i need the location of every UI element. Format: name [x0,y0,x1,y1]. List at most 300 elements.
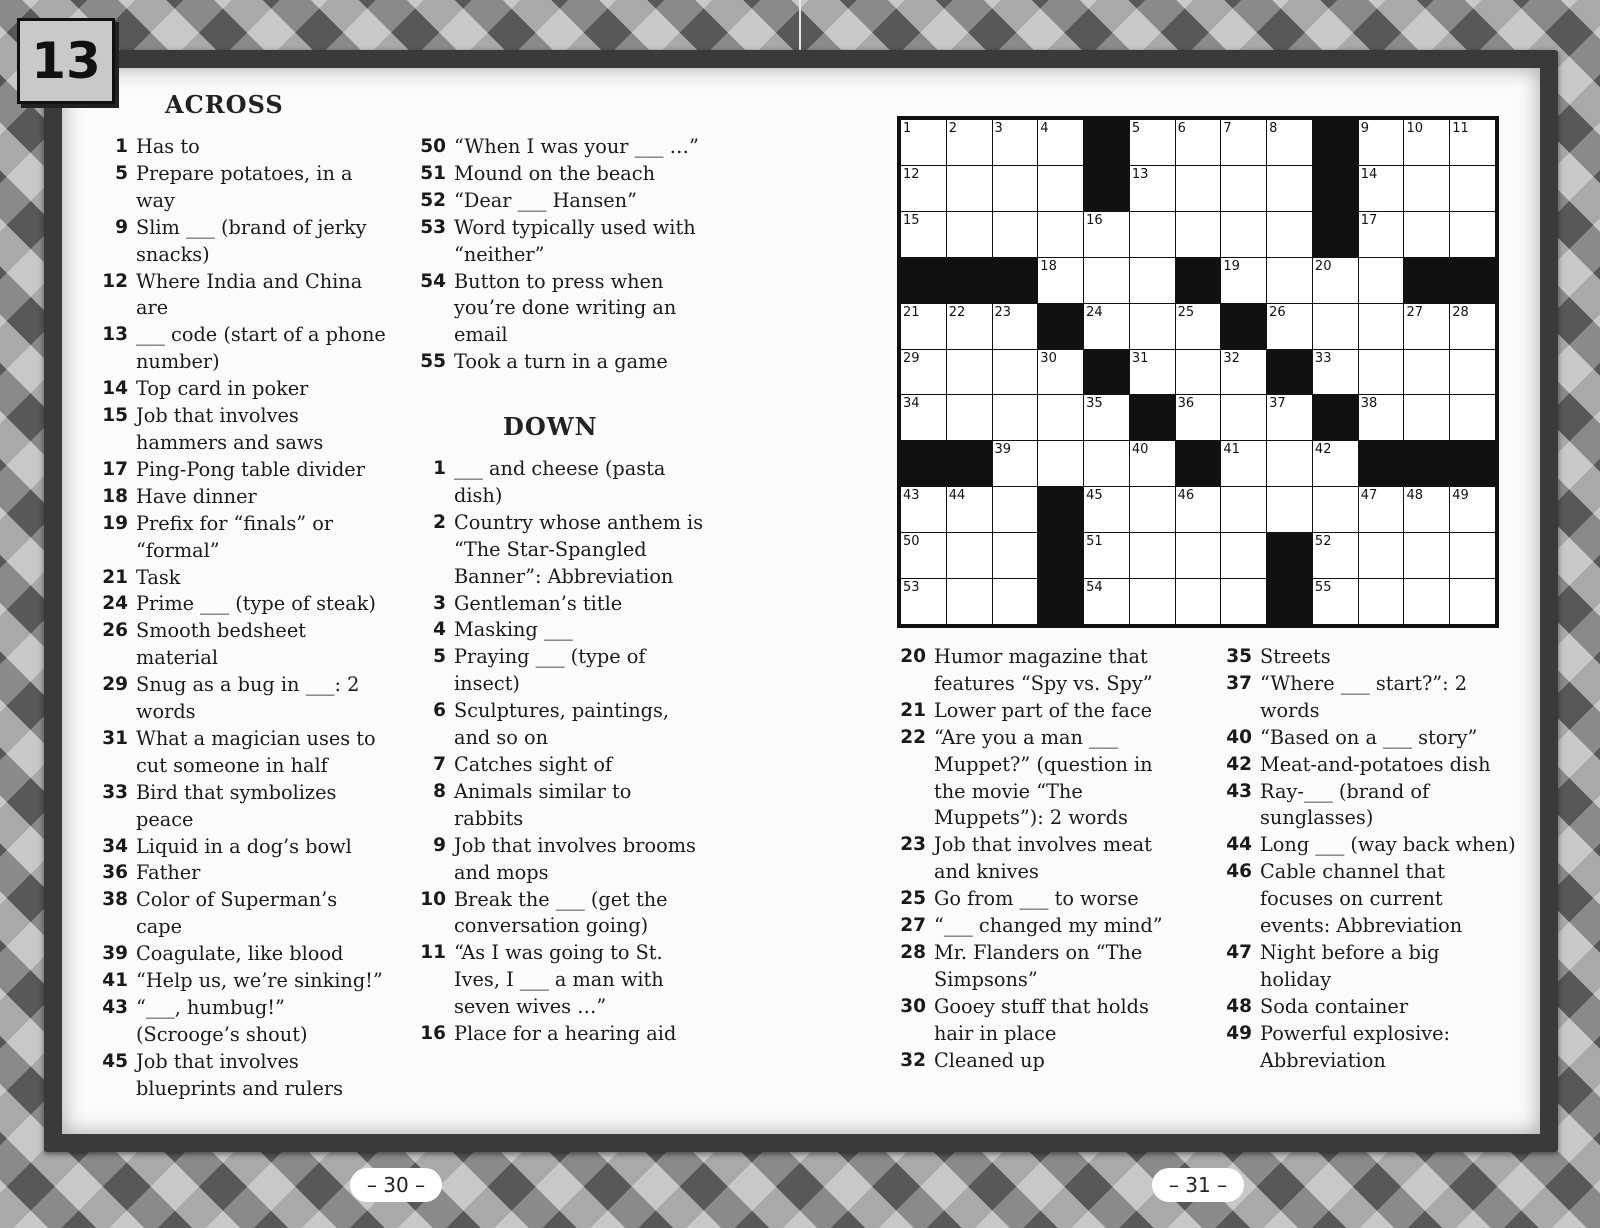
grid-cell[interactable] [901,120,946,165]
grid-cell[interactable] [1221,120,1266,165]
grid-cell[interactable] [993,533,1038,578]
clue-text: Go from ___ to worse [934,887,1139,911]
book-spine [799,0,801,52]
grid-cell[interactable] [1313,441,1358,486]
grid-cell[interactable] [1084,212,1129,257]
grid-black-square [1038,533,1083,578]
clue-item [420,188,705,215]
grid-cell-number: 22 [948,304,966,320]
grid-cell[interactable] [1313,487,1358,532]
clue-text: Long ___ (way back when) [1260,833,1516,857]
grid-cell[interactable] [1359,304,1404,349]
grid-cell[interactable] [993,441,1038,486]
clue-item [102,780,387,834]
clue-number: 36 [102,862,128,884]
grid-cell[interactable] [1313,350,1358,395]
grid-cell[interactable] [1130,166,1175,211]
grid-cell[interactable] [1450,579,1495,624]
clue-number: 24 [102,593,128,615]
grid-cell[interactable] [1404,166,1449,211]
grid-cell-number: 7 [1223,121,1232,136]
clue-item [1226,725,1516,752]
grid-cell[interactable] [947,304,992,349]
clue-item [102,672,387,726]
clue-text: Gooey stuff that holds hair in place [934,994,1149,1045]
grid-cell-number: 25 [1177,304,1195,320]
clue-number: 47 [1226,941,1252,963]
grid-cell[interactable] [1313,533,1358,578]
clue-number: 34 [102,835,128,857]
clue-number: 11 [420,942,446,964]
grid-cell[interactable] [947,533,992,578]
clue-item [102,484,387,511]
grid-cell[interactable] [993,212,1038,257]
clue-item [102,134,387,161]
clue-item [1226,644,1516,671]
clue-item [102,403,387,457]
clue-text: Word typically used with “neither” [454,215,696,266]
grid-cell[interactable] [1038,441,1083,486]
clue-number: 9 [433,834,446,856]
grid-black-square [1084,350,1129,395]
grid-cell[interactable] [1176,579,1221,624]
clue-item [1226,671,1516,725]
grid-cell[interactable] [1404,487,1449,532]
clue-item [900,644,1185,698]
grid-cell[interactable] [1038,258,1083,303]
grid-cell[interactable] [1404,304,1449,349]
grid-cell-number: 19 [1223,258,1240,274]
grid-cell[interactable] [947,487,992,532]
grid-cell[interactable] [993,120,1038,165]
grid-cell[interactable] [993,166,1038,211]
grid-cell[interactable] [1450,304,1495,349]
grid-cell[interactable] [1313,579,1358,624]
grid-cell[interactable] [1359,395,1404,440]
clue-text: Father [136,861,201,885]
grid-cell-number: 46 [1177,488,1195,504]
grid-cell[interactable] [1450,487,1495,532]
clue-number: 5 [115,162,128,184]
grid-cell[interactable] [1176,120,1221,165]
grid-cell-number: 50 [903,534,920,550]
clue-text: Slim ___ (brand of jerky snacks) [136,215,367,266]
clue-text: “Help us, we’re sinking!” [136,969,383,993]
grid-cell-number: 31 [1131,350,1149,366]
grid-cell[interactable] [1176,166,1221,211]
grid-cell[interactable] [1130,350,1175,395]
clue-number: 10 [420,888,446,910]
grid-cell[interactable] [1221,579,1266,624]
clue-number: 40 [1226,726,1252,748]
clue-number: 2 [433,511,446,533]
grid-cell[interactable] [1038,120,1083,165]
grid-cell[interactable] [1084,579,1129,624]
clue-number: 43 [1226,780,1252,802]
clue-item [102,376,387,403]
clue-number: 6 [433,700,446,722]
page-number-right: – 31 – [1152,1168,1244,1202]
grid-cell[interactable] [993,487,1038,532]
grid-cell[interactable] [1313,258,1358,303]
grid-black-square [1221,304,1266,349]
grid-cell-number: 37 [1269,396,1286,412]
clue-text: “As I was going to St. Ives, I ___ a man with seven wives …” [454,941,664,1019]
grid-black-square [1038,487,1083,532]
grid-cell[interactable] [1176,350,1221,395]
grid-black-square [1084,120,1129,165]
clue-item [900,832,1185,886]
grid-cell[interactable] [1267,487,1312,532]
grid-cell[interactable] [1084,441,1129,486]
grid-cell[interactable] [1450,395,1495,440]
grid-cell[interactable] [1404,579,1449,624]
grid-cell-number: 14 [1360,166,1378,182]
grid-cell[interactable] [901,166,946,211]
clue-text: Liquid in a dog’s bowl [136,834,352,858]
grid-cell[interactable] [1450,120,1495,165]
grid-cell[interactable] [1221,441,1266,486]
clue-number: 8 [433,780,446,802]
clue-text: Cleaned up [934,1048,1045,1072]
clue-text: Job that involves hammers and saws [136,404,324,454]
grid-black-square [947,258,992,303]
clue-item [420,698,705,752]
down-heading: DOWN [503,412,598,441]
grid-cell[interactable] [1130,258,1175,303]
grid-cell[interactable] [947,395,992,440]
grid-black-square [901,441,946,486]
clue-number: 12 [102,270,128,292]
clue-text: Meat-and-potatoes dish [1260,752,1491,776]
grid-cell[interactable] [1404,350,1449,395]
grid-cell[interactable] [1176,395,1221,440]
grid-cell[interactable] [1221,533,1266,578]
clue-number: 1 [433,458,446,479]
clue-item [102,215,387,269]
clue-text: Top card in poker [136,377,309,401]
grid-cell[interactable] [1267,212,1312,257]
clue-item [102,941,387,968]
grid-cell-number: 47 [1360,488,1378,504]
grid-cell[interactable] [993,579,1038,624]
grid-cell[interactable] [1130,304,1175,349]
grid-cell[interactable] [1450,166,1495,211]
clue-text: Where India and China are [136,269,363,320]
grid-cell-number: 11 [1452,121,1469,136]
grid-cell[interactable] [1359,533,1404,578]
clue-text: Took a turn in a game [454,350,668,374]
crossword-grid [897,116,1499,628]
grid-cell[interactable] [1359,350,1404,395]
clue-text: Prefix for “finals” or “formal” [136,511,334,562]
grid-cell[interactable] [1084,395,1129,440]
grid-cell[interactable] [1359,487,1404,532]
clue-item [102,1049,387,1103]
clue-item [420,269,705,350]
grid-cell-number: 21 [903,304,920,320]
grid-cell[interactable] [947,120,992,165]
grid-cell[interactable] [947,579,992,624]
clue-number: 23 [900,834,926,856]
grid-cell[interactable] [1038,350,1083,395]
grid-cell[interactable] [1267,441,1312,486]
grid-cell[interactable] [1084,533,1129,578]
grid-cell[interactable] [1267,166,1312,211]
clue-item [420,1021,705,1048]
grid-cell[interactable] [901,533,946,578]
grid-cell[interactable] [901,579,946,624]
clue-item [102,457,387,484]
clue-number: 52 [420,189,446,211]
clue-item [420,510,705,591]
clue-number: 1 [115,136,128,157]
clue-item [900,913,1185,940]
grid-cell-number: 12 [903,166,920,182]
grid-cell[interactable] [1267,395,1312,440]
grid-black-square [1084,166,1129,211]
clue-number: 13 [102,324,128,346]
puzzle-number-badge: 13 [17,18,115,104]
grid-cell-number: 16 [1086,212,1103,228]
grid-black-square [1038,304,1083,349]
clue-item [102,511,387,565]
across-heading: ACROSS [165,90,284,119]
clue-text: Ping-Pong table divider [136,457,365,481]
grid-cell[interactable] [1359,212,1404,257]
clue-text: Country whose anthem is “The Star-Spangled Banner”: Abbreviation [454,510,704,588]
grid-cell[interactable] [1130,120,1175,165]
grid-cell-number: 40 [1131,442,1149,458]
clue-number: 53 [420,216,446,238]
clue-item [102,565,387,592]
clue-text: Prepare potatoes, in a way [136,161,353,212]
grid-cell[interactable] [947,350,992,395]
clue-text: Bird that symbolizes peace [136,780,337,831]
clue-item [420,215,705,269]
clue-item [102,968,387,995]
clue-number: 14 [102,378,128,400]
grid-cell[interactable] [1038,395,1083,440]
grid-cell-number: 41 [1223,442,1240,458]
grid-cell[interactable] [1359,166,1404,211]
grid-cell-number: 54 [1086,580,1103,596]
clue-item [102,726,387,780]
grid-cell-number: 38 [1360,396,1378,412]
grid-cell[interactable] [1404,120,1449,165]
clue-item [900,1048,1185,1075]
grid-cell[interactable] [1130,533,1175,578]
clue-item [102,834,387,861]
grid-cell-number: 52 [1314,534,1332,550]
grid-cell-number: 3 [994,121,1003,136]
grid-cell[interactable] [1084,258,1129,303]
clue-number: 9 [115,216,128,238]
grid-black-square [1313,120,1358,165]
grid-cell[interactable] [901,395,946,440]
clue-item [900,994,1185,1048]
clue-item [102,322,387,376]
clue-number: 5 [433,646,446,668]
clue-number: 21 [102,566,128,588]
across-clues-column-2 [420,134,705,376]
clue-item [900,698,1185,725]
grid-cell[interactable] [1084,304,1129,349]
grid-black-square [1313,212,1358,257]
clue-item [420,349,705,376]
grid-cell-number: 1 [903,121,912,136]
grid-cell[interactable] [1221,212,1266,257]
clue-text: “___ changed my mind” [934,914,1163,938]
grid-cell[interactable] [947,212,992,257]
clue-text: Break the ___ (get the conversation going) [454,887,668,938]
clue-number: 30 [900,995,926,1017]
grid-cell[interactable] [1221,258,1266,303]
grid-cell-number: 15 [903,212,920,228]
clue-text: Gentleman’s title [454,591,623,615]
grid-cell[interactable] [1404,395,1449,440]
grid-cell[interactable] [1404,212,1449,257]
grid-cell-number: 18 [1040,258,1057,274]
grid-black-square [1313,166,1358,211]
clue-number: 39 [102,943,128,965]
clue-item [900,940,1185,994]
clue-item [420,752,705,779]
grid-cell[interactable] [901,487,946,532]
grid-cell[interactable] [993,350,1038,395]
grid-black-square [1450,441,1495,486]
grid-cell-number: 43 [903,488,920,504]
grid-cell[interactable] [993,304,1038,349]
clue-number: 43 [102,997,128,1018]
clue-number: 29 [102,674,128,696]
clue-text: Color of Superman’s cape [136,888,338,939]
grid-cell[interactable] [1176,212,1221,257]
down-clues-column-2 [420,456,705,1048]
clue-number: 49 [1226,1022,1252,1044]
grid-cell-number: 27 [1406,304,1423,320]
grid-cell-number: 48 [1406,488,1423,504]
grid-cell[interactable] [1084,487,1129,532]
grid-cell-number: 29 [903,350,920,366]
grid-cell[interactable] [1221,395,1266,440]
grid-cell[interactable] [1450,212,1495,257]
clue-item [102,860,387,887]
grid-cell[interactable] [1313,304,1358,349]
grid-cell[interactable] [1221,350,1266,395]
grid-cell[interactable] [1359,120,1404,165]
grid-cell[interactable] [901,212,946,257]
grid-black-square [1267,579,1312,624]
clue-text: Animals similar to rabbits [454,779,632,830]
clue-item [102,995,387,1049]
grid-black-square [947,441,992,486]
clue-text: Job that involves blueprints and rulers [136,1049,343,1100]
grid-cell[interactable] [1130,212,1175,257]
clue-text: ___ and cheese (pasta dish) [454,457,666,507]
grid-cell-number: 45 [1086,488,1103,504]
grid-cell[interactable] [1267,304,1312,349]
grid-cell-number: 28 [1452,304,1469,320]
grid-black-square [1267,350,1312,395]
grid-cell[interactable] [1359,579,1404,624]
grid-black-square [1176,441,1221,486]
clue-item [420,591,705,618]
grid-cell[interactable] [1221,166,1266,211]
grid-cell[interactable] [1130,487,1175,532]
grid-cell[interactable] [1404,533,1449,578]
page-number-left: – 30 – [350,1168,442,1202]
clue-text: “Based on a ___ story” [1260,725,1478,749]
clue-text: “When I was your ___ …” [454,135,699,158]
clue-item [1226,832,1516,859]
clue-text: “Where ___ start?”: 2 words [1260,671,1468,722]
grid-cell-number: 36 [1177,396,1195,412]
clue-number: 42 [1226,753,1252,775]
grid-cell[interactable] [901,350,946,395]
grid-cell[interactable] [1038,166,1083,211]
clue-number: 4 [433,619,446,641]
grid-cell[interactable] [1359,258,1404,303]
grid-cell[interactable] [1176,533,1221,578]
clue-item [420,161,705,188]
grid-cell[interactable] [1267,120,1312,165]
clue-item [420,887,705,941]
grid-black-square [1176,258,1221,303]
clue-text: “Dear ___ Hansen” [454,188,637,212]
grid-black-square [901,258,946,303]
grid-cell-number: 5 [1131,121,1141,136]
clue-item [1226,859,1516,940]
grid-cell[interactable] [1450,350,1495,395]
grid-cell[interactable] [1130,441,1175,486]
clue-item [420,134,705,161]
grid-cell[interactable] [1267,258,1312,303]
grid-cell-number: 53 [903,580,920,596]
clue-number: 27 [900,915,926,937]
grid-cell[interactable] [993,395,1038,440]
grid-cell[interactable] [901,304,946,349]
clue-item [102,591,387,618]
clue-number: 54 [420,270,446,292]
clue-item [420,644,705,698]
clue-number: 21 [900,699,926,721]
grid-cell-number: 2 [948,121,958,136]
clue-number: 15 [102,405,128,427]
clue-text: Coagulate, like blood [136,942,344,966]
grid-cell[interactable] [1038,212,1083,257]
clue-text: Soda container [1260,994,1409,1018]
clue-text: “___, humbug!” (Scrooge’s shout) [136,996,308,1046]
clue-number: 17 [102,458,128,480]
grid-cell-number: 23 [994,304,1012,320]
clue-text: Task [136,565,181,589]
clue-text: Mound on the beach [454,161,655,185]
grid-cell[interactable] [947,166,992,211]
grid-cell[interactable] [1176,487,1221,532]
clue-item [420,456,705,510]
clue-number: 32 [900,1049,926,1071]
grid-cell[interactable] [1221,487,1266,532]
grid-cell-number: 51 [1086,534,1103,550]
grid-black-square [1359,441,1404,486]
grid-cell[interactable] [1450,533,1495,578]
grid-cell-number: 39 [994,442,1012,458]
clue-item [102,618,387,672]
grid-cell[interactable] [1130,579,1175,624]
grid-cell[interactable] [1176,304,1221,349]
clue-number: 26 [102,620,128,642]
